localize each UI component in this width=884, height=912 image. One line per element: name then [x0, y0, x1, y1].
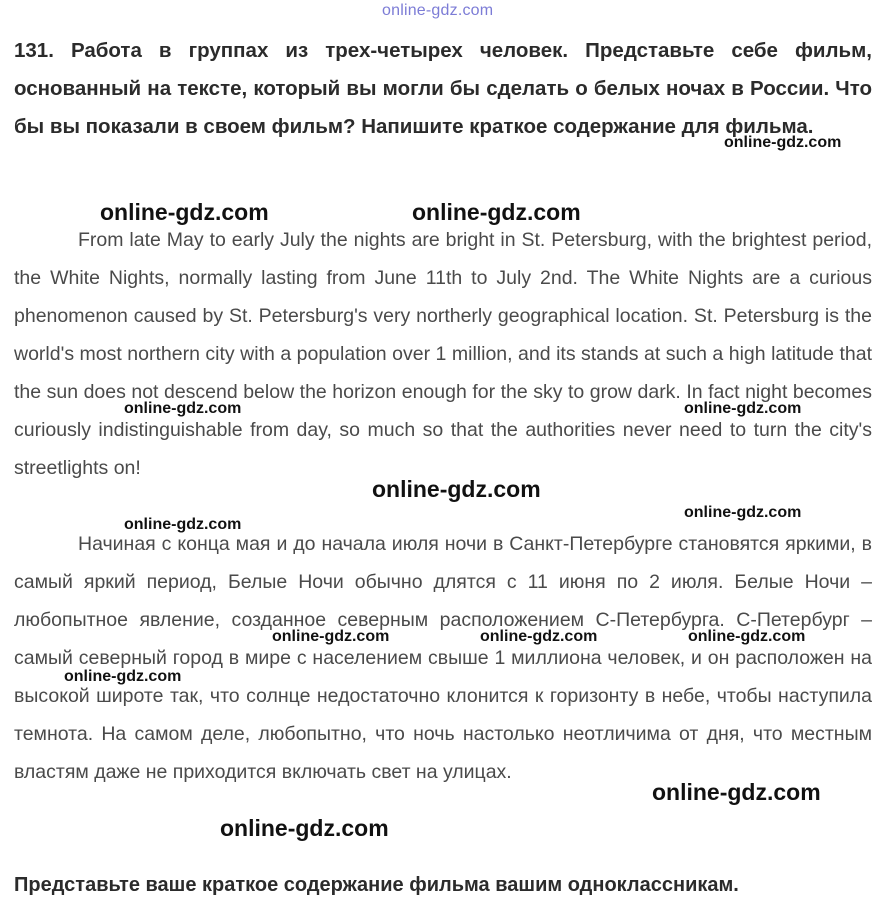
- final-instruction: Представьте ваше краткое содержание фильма вашим одноклассникам.: [14, 874, 739, 896]
- task-instruction: 131. Работа в группах из трех-четырех человек. Представьте себе фильм, основанный на тексте, который вы могли бы сделать о белых ночах в России. Что бы вы показали в своем фильм? Напишите краткое содержание для фильма.: [14, 39, 872, 138]
- russian-paragraph: Начиная с конца мая и до начала июля ночи в Санкт-Петербурге становятся яркими, в самый яркий период, Белые Ночи обычно длятся с 11 июня по 2 июля. Белые Ночи – любопытное явление, созданное северным расположением С-Петербурга. С-Петербург – самый северный город в мире с населением свыше 1 миллиона человек, и он расположен на высокой широте так, что солнце недостаточно клонится к горизонту в небе, чтобы наступила темнота. На самом деле, любопытно, что ночь настолько неотличима от дня, что местным властям даже не приходится включать свет на улицах.: [14, 533, 872, 783]
- watermark: online-gdz.com: [652, 779, 821, 805]
- watermark: online-gdz.com: [684, 400, 802, 417]
- watermark: online-gdz.com: [64, 668, 182, 685]
- watermark: online-gdz.com: [124, 516, 242, 533]
- watermark: online-gdz.com: [272, 628, 390, 645]
- watermark: online-gdz.com: [412, 199, 581, 225]
- watermark: online-gdz.com: [688, 628, 806, 645]
- watermark: online-gdz.com: [372, 476, 541, 502]
- watermark: online-gdz.com: [480, 628, 598, 645]
- watermark: online-gdz.com: [124, 400, 242, 417]
- english-paragraph: From late May to early July the nights are bright in St. Petersburg, with the brightest period, the White Nights, normally lasting from June 11th to July 2nd. The White Nights are a curious phenomenon caused by St. Petersburg's very northerly geographical location. St. Petersburg is the world's most northern city with a population over 1 million, and its stands at such a high latitude that the sun does not descend below the horizon enough for the sky to grow dark. In fact night becomes curiously indistinguishable from day, so much so that the authorities never need to turn the city's streetlights on!: [14, 229, 872, 479]
- watermark: online-gdz.com: [220, 815, 389, 841]
- watermark: online-gdz.com: [684, 504, 802, 521]
- header-watermark: online-gdz.com: [382, 2, 494, 19]
- watermark: online-gdz.com: [100, 199, 269, 225]
- watermark: online-gdz.com: [724, 134, 842, 151]
